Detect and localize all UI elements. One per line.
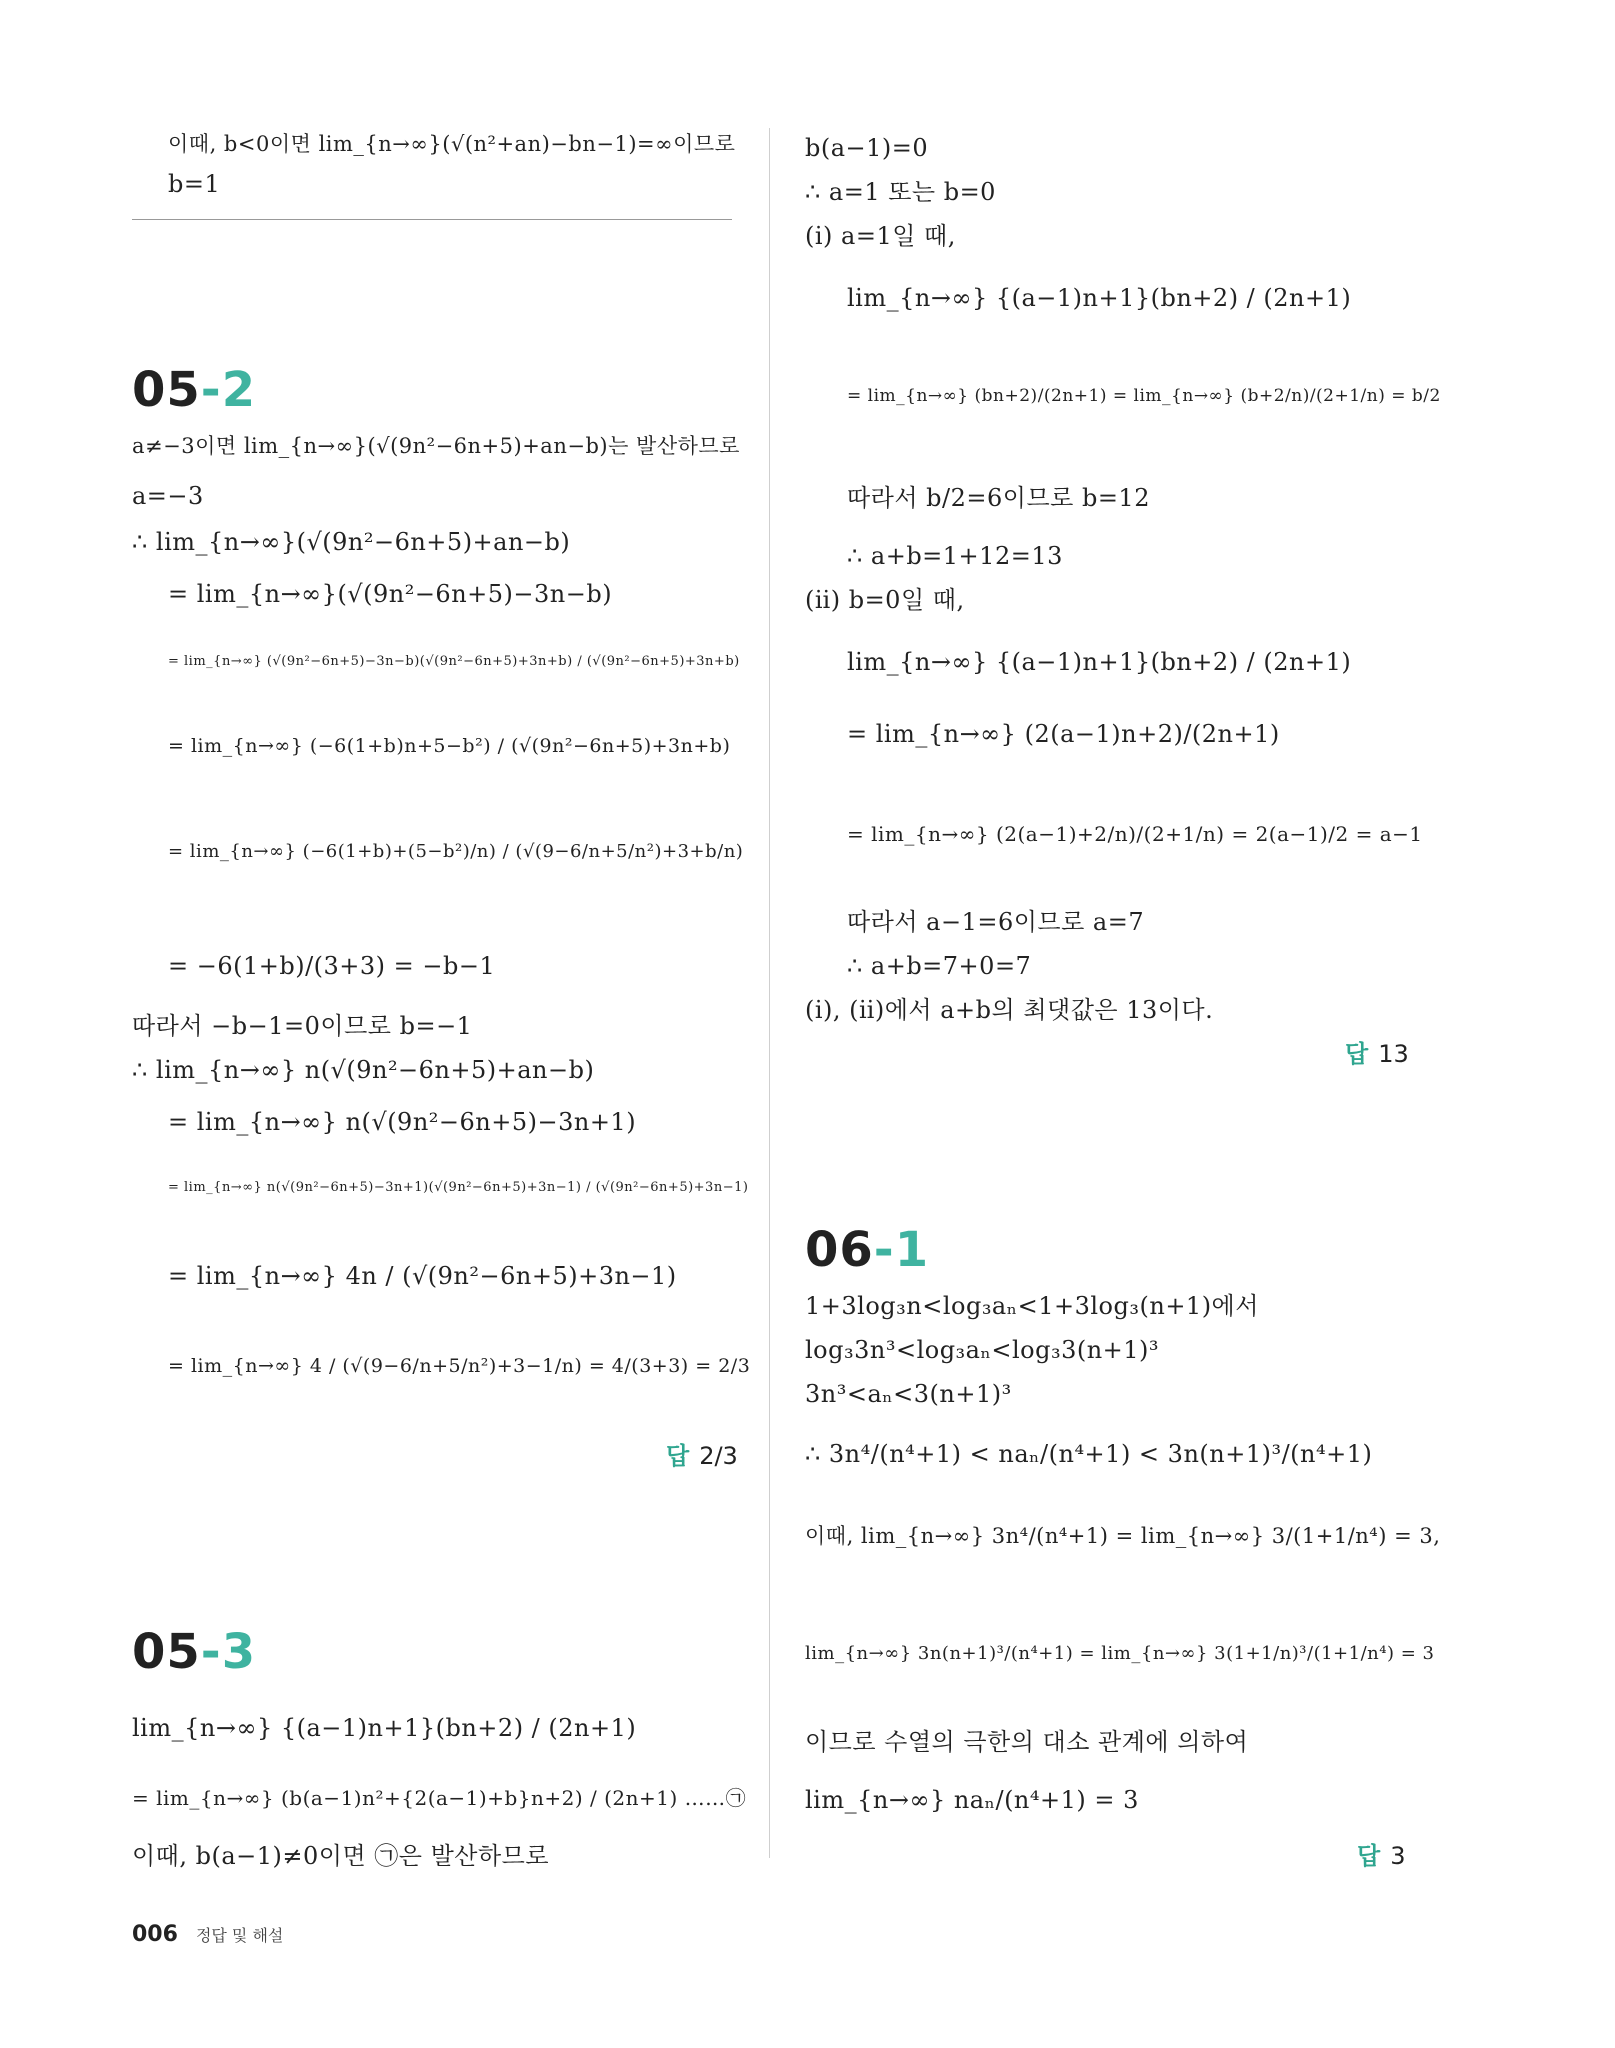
solution-line: log₃3n³<log₃aₙ<log₃3(n+1)³ <box>805 1336 1160 1364</box>
solution-line: ∴ a+b=1+12=13 <box>847 542 1063 570</box>
column-divider <box>769 128 770 1858</box>
solution-line: = lim_{n→∞} 4n / (√(9n²−6n+5)+3n−1) <box>168 1262 677 1290</box>
solution-line: ∴ a=1 또는 b=0 <box>805 178 996 206</box>
solution-line: a=−3 <box>132 482 204 510</box>
heading-number: 06 <box>805 1222 874 1278</box>
solution-line: = lim_{n→∞} n(√(9n²−6n+5)−3n+1) <box>168 1108 637 1136</box>
section-divider <box>132 219 732 220</box>
answer-label: 답 <box>1345 1040 1369 1068</box>
solution-line: = lim_{n→∞} n(√(9n²−6n+5)−3n+1)(√(9n²−6n+5)+3n−1) / (√(9n²−6n+5)+3n−1) <box>168 1180 749 1195</box>
solution-line: ∴ lim_{n→∞} n(√(9n²−6n+5)+an−b) <box>132 1056 595 1084</box>
solution-line: = lim_{n→∞} (√(9n²−6n+5)−3n−b)(√(9n²−6n+5)+3n+b) / (√(9n²−6n+5)+3n+b) <box>168 654 740 669</box>
heading-sub: 2 <box>221 362 257 418</box>
heading-sub: 1 <box>894 1222 930 1278</box>
answer-05-3 <box>1345 1038 1409 1070</box>
solution-line: = −6(1+b)/(3+3) = −b−1 <box>168 952 496 980</box>
solution-line: = lim_{n→∞} (bn+2)/(2n+1) = lim_{n→∞} (b+2/n)/(2+1/n) = b/2 <box>847 386 1441 406</box>
solution-line: 1+3log₃n<log₃aₙ<1+3log₃(n+1)에서 <box>805 1292 1259 1320</box>
solution-line: (ⅱ) b=0일 때, <box>805 586 965 614</box>
book-section-title: 정답 및 해설 <box>195 1926 284 1945</box>
solution-line: = lim_{n→∞} (2(a−1)+2/n)/(2+1/n) = 2(a−1)/2 = a−1 <box>847 822 1423 846</box>
heading-number: 05 <box>132 1624 201 1680</box>
page-number: 006 <box>132 1922 178 1947</box>
solution-line: 따라서 −b−1=0이므로 b=−1 <box>132 1012 473 1040</box>
answer-value: 2/3 <box>699 1442 738 1470</box>
answer-06-1 <box>1357 1840 1405 1872</box>
solution-line: ∴ 3n⁴/(n⁴+1) < naₙ/(n⁴+1) < 3n(n+1)³/(n⁴+1) <box>805 1440 1373 1468</box>
solution-line: 이때, b<0이면 lim_{n→∞}(√(n²+an)−bn−1)=∞이므로 <box>168 132 736 156</box>
answer-05-2 <box>666 1440 738 1472</box>
solution-line: 이때, lim_{n→∞} 3n⁴/(n⁴+1) = lim_{n→∞} 3/(1+1/n⁴) = 3, <box>805 1524 1441 1548</box>
heading-sub: 3 <box>221 1624 257 1680</box>
solution-line: a≠−3이면 lim_{n→∞}(√(9n²−6n+5)+an−b)는 발산하므로 <box>132 434 740 458</box>
solution-line: 이므로 수열의 극한의 대소 관계에 의하여 <box>805 1728 1249 1756</box>
solution-line: 이때, b(a−1)≠0이면 ㉠은 발산하므로 <box>132 1842 550 1870</box>
answer-value: 3 <box>1390 1842 1406 1870</box>
solution-line: (ⅰ), (ⅱ)에서 a+b의 최댓값은 13이다. <box>805 996 1214 1024</box>
solution-line: = lim_{n→∞} (−6(1+b)+(5−b²)/n) / (√(9−6/n+5/n²)+3+b/n) <box>168 841 744 862</box>
answer-value: 13 <box>1378 1040 1409 1068</box>
solution-line: lim_{n→∞} 3n(n+1)³/(n⁴+1) = lim_{n→∞} 3(1+1/n)³/(1+1/n⁴) = 3 <box>805 1643 1435 1664</box>
problem-heading-06-1: 06-1 <box>805 1222 930 1278</box>
solution-line: lim_{n→∞} {(a−1)n+1}(bn+2) / (2n+1) <box>132 1714 637 1742</box>
solution-line: 따라서 b/2=6이므로 b=12 <box>847 484 1150 512</box>
solution-line: = lim_{n→∞} (b(a−1)n²+{2(a−1)+b}n+2) / (2n+1) ……㉠ <box>132 1786 747 1810</box>
solution-line: ∴ lim_{n→∞}(√(9n²−6n+5)+an−b) <box>132 528 571 556</box>
solution-line: b(a−1)=0 <box>805 134 929 162</box>
solution-line: = lim_{n→∞} (−6(1+b)n+5−b²) / (√(9n²−6n+5)+3n+b) <box>168 735 731 757</box>
solution-line: b=1 <box>168 170 221 198</box>
solution-line: lim_{n→∞} {(a−1)n+1}(bn+2) / (2n+1) <box>847 648 1352 676</box>
answer-label: 답 <box>1357 1842 1381 1870</box>
solution-line: 따라서 a−1=6이므로 a=7 <box>847 908 1145 936</box>
solution-line: ∴ a+b=7+0=7 <box>847 952 1032 980</box>
problem-heading-05-2: 05-2 <box>132 362 257 418</box>
heading-number: 05 <box>132 362 201 418</box>
solution-line: lim_{n→∞} naₙ/(n⁴+1) = 3 <box>805 1786 1139 1814</box>
problem-heading-05-3: 05-3 <box>132 1624 257 1680</box>
page-footer <box>132 1922 283 1947</box>
solution-line: lim_{n→∞} {(a−1)n+1}(bn+2) / (2n+1) <box>847 284 1352 312</box>
solution-line: = lim_{n→∞}(√(9n²−6n+5)−3n−b) <box>168 580 613 608</box>
solution-line: 3n³<aₙ<3(n+1)³ <box>805 1380 1012 1408</box>
solution-line: = lim_{n→∞} (2(a−1)n+2)/(2n+1) <box>847 720 1280 748</box>
answer-label: 답 <box>666 1442 690 1470</box>
solution-line: = lim_{n→∞} 4 / (√(9−6/n+5/n²)+3−1/n) = 4/(3+3) = 2/3 <box>168 1355 751 1377</box>
solution-line: (ⅰ) a=1일 때, <box>805 222 956 250</box>
